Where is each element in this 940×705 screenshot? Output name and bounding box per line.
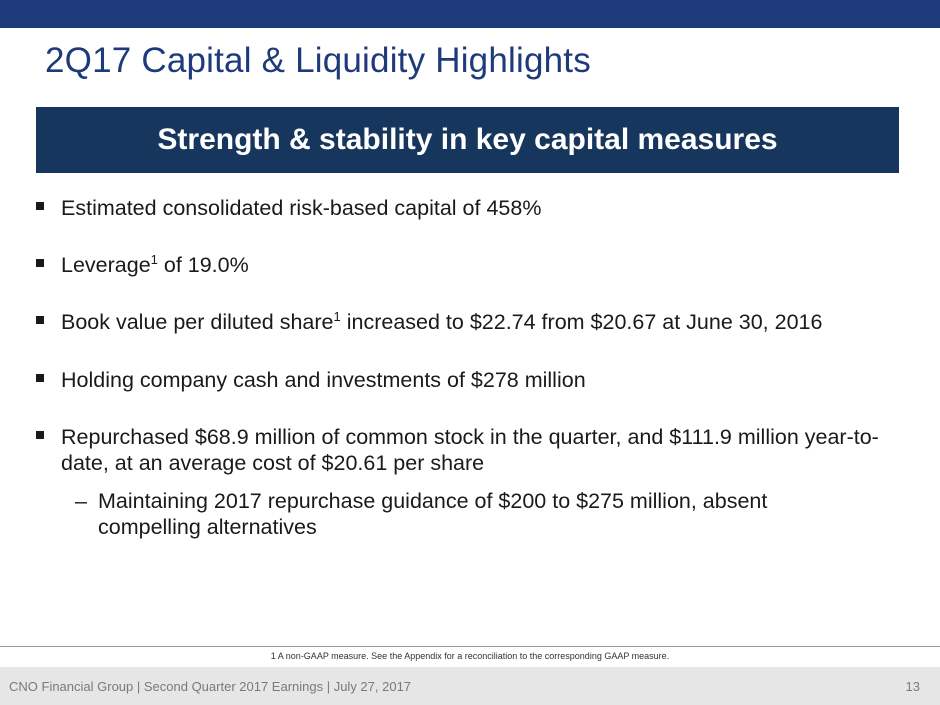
footnote-divider xyxy=(0,646,940,647)
bullet-item-book-value xyxy=(36,309,861,335)
footnote: 1 A non-GAAP measure. See the Appendix for a reconciliation to the corresponding GAAP measure. xyxy=(270,651,670,661)
sub-bullet-text: Maintaining 2017 repurchase guidance of $200 to $275 million, absent compelling alternatives xyxy=(98,489,768,539)
square-bullet-icon xyxy=(36,431,44,439)
banner-text: Strength & stability in key capital measures xyxy=(157,123,778,156)
banner xyxy=(36,107,899,173)
slide-title: 2Q17 Capital & Liquidity Highlights xyxy=(45,41,591,80)
bullet-item-holding-cash xyxy=(36,367,896,393)
bullet-text: Leverage xyxy=(61,253,151,277)
square-bullet-icon xyxy=(36,374,44,382)
footnote-marker: 1 xyxy=(150,251,158,267)
dash-marker: – xyxy=(75,489,87,513)
bullet-text: Estimated consolidated risk-based capital of 458% xyxy=(61,196,542,220)
top-accent-bar xyxy=(0,0,940,28)
sub-bullet-guidance xyxy=(36,488,848,540)
bullet-text-cont: of 19.0% xyxy=(157,253,249,277)
square-bullet-icon xyxy=(36,202,44,210)
bullet-text: Repurchased $68.9 million of common stock in the quarter, and $111.9 million year-to-date, at an average cost of $20.61 per share xyxy=(61,425,879,475)
square-bullet-icon xyxy=(36,316,44,324)
page-number: 13 xyxy=(905,679,920,694)
bullet-item-capital xyxy=(36,195,896,221)
bullet-list xyxy=(36,195,896,540)
bullet-text: Holding company cash and investments of $278 million xyxy=(61,368,586,392)
bullet-text: Book value per diluted share xyxy=(61,310,334,334)
square-bullet-icon xyxy=(36,259,44,267)
footnote-marker: 1 xyxy=(333,308,341,324)
footer-text: CNO Financial Group | Second Quarter 2017 Earnings | July 27, 2017 xyxy=(9,679,412,694)
bullet-item-leverage xyxy=(36,252,896,278)
bullet-text-cont: increased to $22.74 from $20.67 at June 30, 2016 xyxy=(340,310,823,334)
bullet-item-repurchase xyxy=(36,424,891,476)
